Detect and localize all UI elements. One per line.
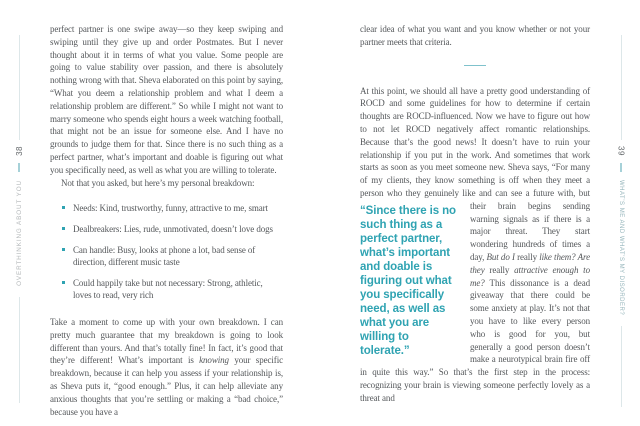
rail-line (19, 297, 20, 403)
right-margin-rail (613, 0, 629, 426)
running-head: WHAT’S ME AND WHAT’S MY DISORDER? (618, 179, 624, 316)
rail-line (19, 35, 20, 140)
text-segment: warning signals as if there is a major threat. They start wondering hundreds of times a day, (470, 213, 590, 262)
right-page (320, 0, 640, 426)
list-item (62, 244, 283, 269)
rail-dash (18, 163, 20, 172)
list-item (62, 277, 283, 302)
bullet-square-icon (62, 206, 65, 209)
rail-line (621, 326, 622, 407)
list-item-text: Could happily take but not necessary: Strong, athletic, loves to read, very rich (73, 277, 263, 301)
list-item-text: Can handle: Busy, looks at phone a lot, bad sense of direction, different music taste (73, 244, 256, 268)
text-segment: really (489, 264, 510, 275)
left-page-text-column (50, 23, 283, 418)
rail-dash (620, 163, 622, 172)
text-segment: At this point, we should all have a pretty good understanding of ROCD and some guidelines for how to determine if certain thoughts are ROCD-influenced. Now we have to figure out how to not let ROCD negatively affect romantic relationships. Because that’s the good news! It doesn’t have to ruin your relationship if you put in the work. And sometimes that work starts as soon as you meet someone new. Sheva says, “For many of my clients, they know something is off when they meet a person who they genuinely like and can see a future with, but their brain begins sending (360, 85, 590, 211)
text-segment: Take a moment to come up with your own breakdown. I can pretty much guarantee that my breakdown is going to look different than yours. And that’s totally fine! In fact, it’s good that they’re different! What’s important is (50, 316, 283, 366)
paragraph (360, 85, 590, 405)
breakdown-list (62, 202, 283, 302)
right-page-text-column (360, 23, 590, 405)
left-margin-rail (11, 0, 27, 426)
running-head: OVERTHINKING ABOUT YOU (15, 179, 23, 286)
page-number: 39 (616, 146, 626, 156)
text-segment: your specific breakdown, because it can help you assess if your relationship is, as Sheva puts it, “good enough.” Plus, it can help alleviate any anxious thoughts that you’re settling or making a “bad choice,” because you have a (50, 355, 283, 417)
emphasis-text: like them? Are they (470, 251, 590, 275)
bullet-square-icon (62, 227, 65, 230)
paragraph (50, 316, 283, 418)
paragraph: clear idea of what you want and you know whether or not your partner meets that criteria. (360, 24, 590, 47)
section-divider (464, 65, 486, 66)
emphasis-text: But do I (486, 251, 518, 262)
list-item-text: Needs: Kind, trustworthy, funny, attractive to me, smart (73, 203, 268, 214)
bullet-square-icon (62, 248, 65, 251)
emphasis-text: attractive enough to me? (470, 264, 590, 288)
emphasis-text: knowing (199, 355, 229, 366)
text-segment: This dissonance is a dead giveaway that there could be some anxiety at play. It’s not that you have to like every person who is good for you, but generally a good person doesn’t make a neurotypical brain fire off in quite this way.” So that’s the first step in the process: recognizing your brain is viewing someone perfectly lovely as a threat and (360, 277, 590, 403)
list-item (62, 202, 283, 215)
list-item (62, 223, 283, 236)
paragraph: Not that you asked, but here’s my personal breakdown: (61, 177, 255, 188)
bullet-square-icon (62, 281, 65, 284)
list-item-text: Dealbreakers: Lies, rude, unmotivated, doesn’t love dogs (73, 223, 273, 234)
text-segment: really (517, 251, 537, 262)
pull-quote: “Since there is no such thing as a perfect partner, what’s important and doable is figuring out what you specifically need, as well as what you are willing to tolerate.” (360, 204, 456, 357)
rail-line (621, 35, 622, 140)
page-number: 38 (14, 146, 24, 156)
paragraph: perfect partner is one swipe away—so they keep swiping and swiping until they give up and order Postmates. But I never thought about it in terms of what you value. Some people are going to value stability over passion, and there is absolutely nothing wrong with that. Sheva elaborated on this point by saying, “What you deem a relationship problem and what I deem a relationship problem are different.” So while I might not want to marry someone who spends eight hours a week watching football, that might not be an issue for someone else. And I have no grounds to judge them for that. Since there is no such thing as a perfect partner, what’s important and doable is figuring out what you specifically need, as well as what you are willing to tolerate. (50, 24, 283, 175)
